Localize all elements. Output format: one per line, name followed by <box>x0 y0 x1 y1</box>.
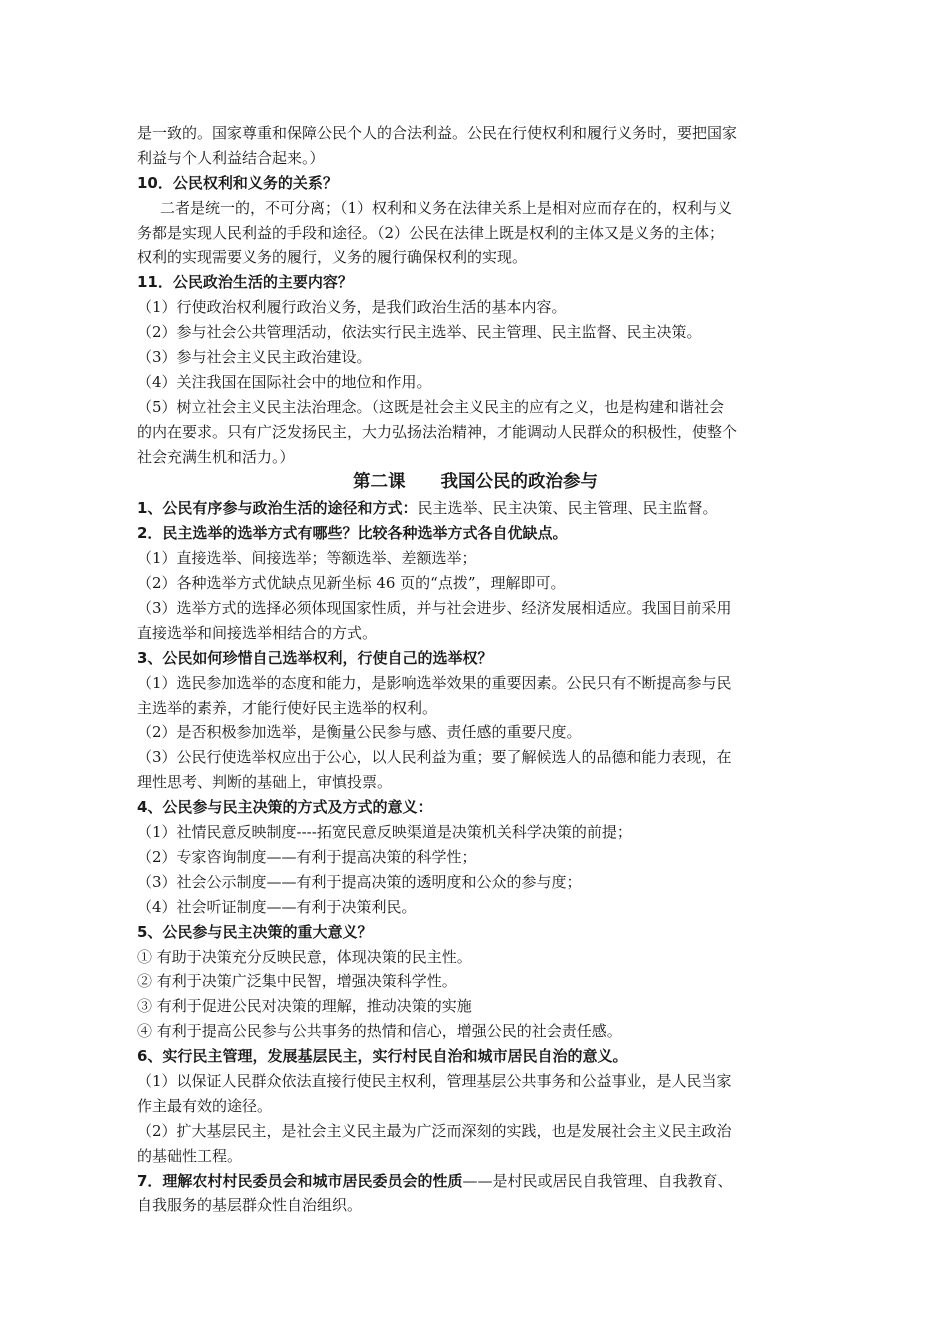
paragraph-line: 利益与个人利益结合起来。） <box>137 148 325 167</box>
paragraph-line: 主选举的素养，才能行使好民主选举的权利。 <box>137 698 438 717</box>
paragraph-line: 是一致的。国家尊重和保障公民个人的合法利益。公民在行使权利和履行义务时，要把国家 <box>137 124 738 142</box>
question-heading: 2．民主选举的选举方式有哪些？比较各种选举方式各自优缺点。 <box>137 524 568 543</box>
question-heading: 4、公民参与民主决策的方式及方式的意义： <box>137 798 433 817</box>
answer-text: ——是村民或居民自我管理、自我教育、 <box>462 1171 733 1190</box>
paragraph-line: （2）专家咨询制度——有利于提高决策的科学性； <box>137 847 477 866</box>
paragraph-line: ③ 有利于促进公民对决策的理解，推动决策的实施 <box>137 997 472 1016</box>
paragraph-line: 理性思考、判断的基础上，审慎投票。 <box>137 773 393 792</box>
question-heading: 7．理解农村村民委员会和城市居民委员会的性质 <box>137 1171 463 1190</box>
paragraph-line: 务都是实现人民利益的手段和途径。（2）公民在法律上既是权利的主体又是义务的主体； <box>137 223 725 242</box>
paragraph-line: 的基础性工程。 <box>137 1146 243 1165</box>
paragraph-line: （4）社会听证制度——有利于决策利民。 <box>137 897 417 916</box>
paragraph-line: 自我服务的基层群众性自治组织。 <box>137 1196 363 1215</box>
paragraph-line: （2）各种选举方式优缺点见新坐标 46 页的“点拨”，理解即可。 <box>137 574 566 593</box>
paragraph-line: （3）选举方式的选择必须体现国家性质，并与社会进步、经济发展相适应。我国目前采用 <box>137 599 732 618</box>
paragraph-line: （1）社情民意反映制度----拓宽民意反映渠道是决策机关科学决策的前提； <box>137 823 632 842</box>
paragraph-line: ① 有助于决策充分反映民意，体现决策的民主性。 <box>137 947 472 966</box>
paragraph-line: 直接选举和间接选举相结合的方式。 <box>137 623 378 642</box>
paragraph-line: （3）公民行使选举权应出于公心，以人民利益为重；要了解候选人的品德和能力表现，在 <box>137 748 732 767</box>
paragraph-line: （1）选民参加选举的态度和能力，是影响选举效果的重要因素。公民只有不断提高参与民 <box>137 673 732 692</box>
question-heading: 11．公民政治生活的主要内容？ <box>137 273 353 292</box>
paragraph-line: （3）社会公示制度——有利于提高决策的透明度和公众的参与度； <box>137 872 582 891</box>
paragraph-line: 权利的实现需要义务的履行，义务的履行确保权利的实现。 <box>137 248 528 267</box>
paragraph-line: 作主最有效的途径。 <box>137 1096 273 1115</box>
paragraph-line: （5）树立社会主义民主法治理念。（这既是社会主义民主的应有之义，也是构建和谐社会 <box>137 397 725 416</box>
question-heading: 6、实行民主管理，发展基层民主，实行村民自治和城市居民自治的意义。 <box>137 1047 628 1066</box>
paragraph-line: （1）以保证人民群众依法直接行使民主权利，管理基层公共事务和公益事业，是人民当家 <box>137 1071 732 1090</box>
question-line <box>137 496 814 521</box>
paragraph-line: ④ 有利于提高公民参与公共事务的热情和信心，增强公民的社会责任感。 <box>137 1022 622 1041</box>
question-heading: 10．公民权利和义务的关系？ <box>137 173 338 192</box>
paragraph-line: （4）关注我国在国际社会中的地位和作用。 <box>137 372 432 391</box>
question-heading: 5、公民参与民主决策的重大意义？ <box>137 922 373 941</box>
paragraph-line: （2）扩大基层民主，是社会主义民主最为广泛而深刻的实践，也是发展社会主义民主政治 <box>137 1121 732 1140</box>
lesson-title: 第二课 我国公民的政治参与 <box>353 472 598 493</box>
paragraph-line: （1）行使政治权利履行政治义务，是我们政治生活的基本内容。 <box>137 298 567 317</box>
paragraph-line: 二者是统一的，不可分离；（1）权利和义务在法律关系上是相对应而存在的，权利与义 <box>160 198 733 217</box>
paragraph-line: ② 有利于决策广泛集中民智，增强决策科学性。 <box>137 972 457 991</box>
paragraph-line: 社会充满生机和活力。） <box>137 447 295 466</box>
question-heading: 1、公民有序参与政治生活的途径和方式： <box>137 499 418 518</box>
answer-text: 民主选举、民主决策、民主管理、民主监督。 <box>417 499 718 518</box>
paragraph-line: （3）参与社会主义民主政治建设。 <box>137 348 372 367</box>
question-heading: 3、公民如何珍惜自己选举权利，行使自己的选举权？ <box>137 648 493 667</box>
paragraph-line: （1）直接选举、间接选举；等额选举、差额选举； <box>137 549 477 568</box>
paragraph-line: （2）参与社会公共管理活动，依法实行民主选举、民主管理、民主监督、民主决策。 <box>137 323 702 342</box>
paragraph-line: 的内在要求。只有广泛发扬民主，大力弘扬法治精神，才能调动人民群众的积极性，使整个 <box>137 422 738 441</box>
paragraph-line: （2）是否积极参加选举，是衡量公民参与感、责任感的重要尺度。 <box>137 723 582 742</box>
question-line <box>137 1169 814 1194</box>
